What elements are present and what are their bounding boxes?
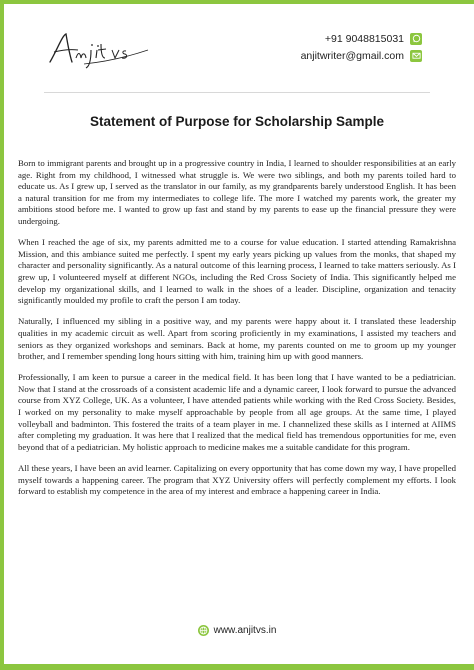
- footer-website: [0, 625, 474, 636]
- left-accent-bar: [0, 0, 4, 670]
- paragraph: Professionally, I am keen to pursue a career in the medical field. It has been long that I have wanted to be a pediatrician. Now that I stand at the crossroads of a consistent academic life and a dynamic career, I look forward to pursue the advanced course from XYZ College, UK. As a volunteer, I have attended patients while working with the Red Cross Society. Besides, I worked on my personality to make myself approachable by people from all age groups. At the same time, I played volleyball and badminton. This fostered the traits of a team player in me. I channelized these skills as I interned at AIIMS after completing my graduation. It was here that I realized that the medical field has tremendous opportunities for me, even beyond that of a pediatrician. My holistic approach to medicine makes me a suitable candidate for this program.: [18, 372, 456, 452]
- header-divider: [44, 92, 430, 93]
- letterhead: [0, 0, 474, 92]
- globe-icon: [198, 625, 209, 636]
- document-body: [18, 158, 456, 507]
- paragraph: When I reached the age of six, my parents admitted me to a course for value education. I started attending Ramakrishna Mission, and this ambiance suited me perfectly. I spent my early years picking up values from the monks, that shaped my character and personality significantly. As a natural outcome of this learning process, I learned to take matters seriously. As I grew up, I volunteered myself at different NGOs, including the Red Cross Society of India. This significantly helped me develop my organizational skills, and I learned to walk in the shoes of a leader. Discipline, organization and tenacity significantly moulded my profile to craft the person I am today.: [18, 237, 456, 306]
- email-row: [301, 47, 422, 64]
- signature-logo: [44, 28, 154, 72]
- phone-row: [301, 30, 422, 47]
- paragraph: All these years, I have been an avid learner. Capitalizing on every opportunity that has come down my way, I have propelled myself towards a happening career. The program that XYZ University offers will perfectly complement my efforts. I look forward to establish my competence in the area of my interest and embrace a happening career in India.: [18, 463, 456, 497]
- contact-block: [301, 30, 422, 64]
- phone-number[interactable]: +91 9048815031: [324, 32, 404, 45]
- paragraph: Naturally, I influenced my sibling in a positive way, and my parents were happy about it. I translated these leadership qualities in my academic circuit as well. Apart from scoring proficiently in my examinations, I assisted my teachers and seniors as they organized workshops and seminars. Back at home, my parents counted on me to groom up my younger brother, and I remember spending long hours sitting with him, training him up with good manners.: [18, 316, 456, 362]
- mail-icon: [410, 50, 422, 62]
- website-link[interactable]: www.anjitvs.in: [213, 625, 277, 636]
- signature-logo-icon: [44, 28, 154, 72]
- paragraph: Born to immigrant parents and brought up in a progressive country in India, I learned to shoulder responsibilities at an early age. Right from my childhood, I witnessed what struggle is. We were two siblings, and both my parents toiled hard to educate us. As I grew up, I served as the translator in our family, as my grandparents barely understood English. It has been a natural transition for me from my intermediates to college life. The more I watched my parents work, the greater my ambitions stood before me. I wanted to grow up fast and stand by my parents to ease up the financial pressure they were undergoing.: [18, 158, 456, 226]
- whatsapp-icon: [410, 33, 422, 45]
- email-address[interactable]: anjitwriter@gmail.com: [300, 49, 404, 62]
- document-title: Statement of Purpose for Scholarship Sample: [89, 114, 385, 129]
- bottom-accent-bar: [0, 664, 474, 670]
